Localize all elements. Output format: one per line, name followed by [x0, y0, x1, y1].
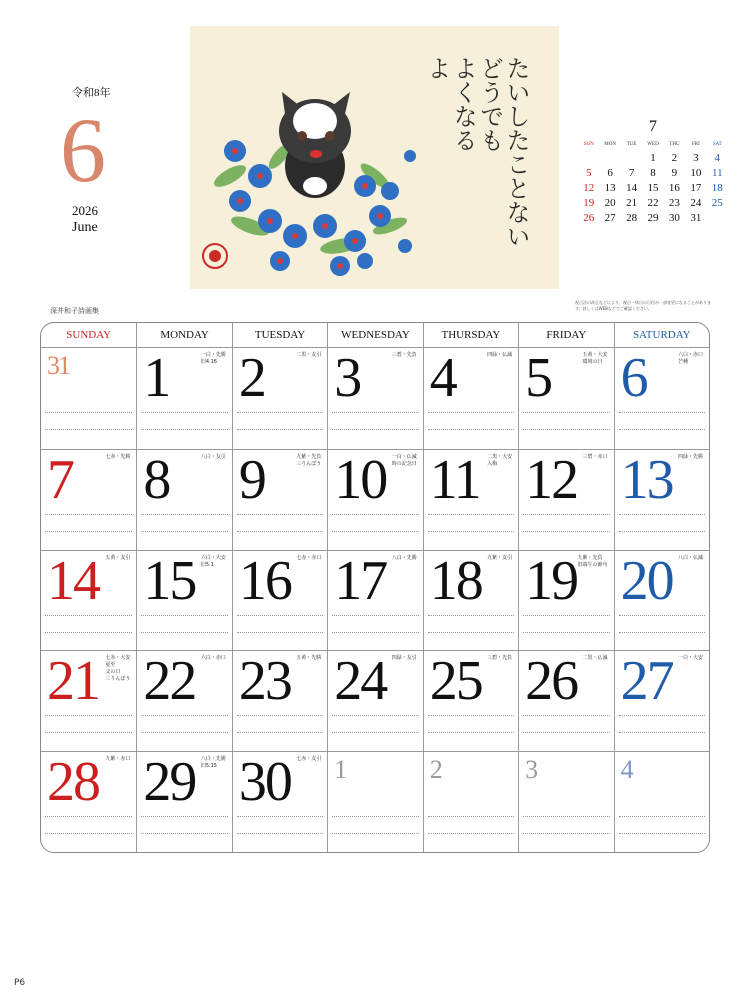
mini-day: 3 [693, 152, 699, 164]
memo-line [523, 412, 609, 413]
day-number: 9 [238, 448, 265, 511]
mini-day: 16 [668, 182, 680, 194]
day-number: 13 [620, 448, 673, 511]
day-cell[interactable] [614, 550, 709, 651]
memo-line [237, 531, 323, 532]
memo-line [237, 632, 323, 633]
day-cell[interactable] [423, 650, 518, 751]
day-number: 31 [47, 351, 69, 380]
mini-day: 12 [583, 182, 595, 194]
memo-line [45, 412, 132, 413]
day-cell[interactable] [518, 751, 613, 852]
day-number: 19 [525, 549, 578, 612]
day-annotation: 七赤・先勝 [105, 453, 131, 460]
next-month-mini-calendar [578, 118, 728, 224]
day-annotation: 八白・先勝 旧5.15 [200, 756, 226, 770]
mini-day [621, 152, 642, 164]
day-annotation: 六白・赤口 [200, 655, 226, 662]
mini-day: 26 [583, 212, 595, 224]
day-number: 17 [334, 549, 387, 612]
poem-line: たいしたことない [502, 56, 530, 248]
day-cell[interactable] [518, 348, 613, 449]
day-number: 15 [143, 549, 196, 612]
mini-weekday: WED [647, 142, 659, 147]
day-cell[interactable] [136, 348, 231, 449]
day-number: 20 [620, 549, 673, 612]
memo-line [523, 715, 609, 716]
memo-line [45, 514, 132, 515]
memo-line [428, 816, 514, 817]
day-cell[interactable] [518, 650, 613, 751]
mini-day: 15 [647, 182, 659, 194]
day-cell[interactable] [518, 550, 613, 651]
day-annotation: 八白・先勝 [391, 554, 417, 561]
day-cell[interactable] [327, 751, 422, 852]
memo-line [237, 514, 323, 515]
memo-line [45, 816, 132, 817]
mini-day: 28 [626, 212, 638, 224]
memo-line [523, 833, 609, 834]
day-cell[interactable] [423, 449, 518, 550]
day-number: 25 [429, 650, 482, 713]
memo-line [332, 615, 418, 616]
mini-day: 29 [647, 212, 659, 224]
memo-line [45, 615, 132, 616]
day-number: 11 [429, 448, 480, 511]
day-annotation: 三碧・赤口 [582, 453, 608, 460]
memo-line [428, 632, 514, 633]
day-cell[interactable] [41, 650, 136, 751]
mini-day: 25 [711, 197, 723, 209]
day-cell[interactable] [327, 550, 422, 651]
memo-line [428, 412, 514, 413]
memo-line [237, 429, 323, 430]
month-calendar [40, 322, 710, 853]
mini-weekday: SUN [583, 142, 594, 147]
memo-line [619, 412, 705, 413]
weekday-sunday: SUNDAY [66, 329, 112, 341]
day-cell[interactable] [232, 751, 327, 852]
day-annotation: 四緑・先勝 [677, 453, 703, 460]
mini-day: 4 [714, 152, 721, 164]
day-number: 29 [143, 751, 196, 814]
poem-line: よ [422, 56, 451, 80]
day-annotation: 八白・友引 [200, 453, 226, 460]
mini-calendar-title: 7 [649, 118, 657, 135]
memo-line [237, 412, 323, 413]
weekday-monday: MONDAY [136, 323, 231, 347]
memo-line [141, 531, 227, 532]
day-cell[interactable] [327, 449, 422, 550]
day-cell[interactable] [423, 751, 518, 852]
mini-day [707, 212, 728, 224]
mini-day: 27 [604, 212, 616, 224]
memo-line [619, 715, 705, 716]
mini-day: 19 [583, 197, 595, 209]
day-annotation: 七赤・大安 夏至 父の日 三りんぼう [105, 655, 131, 683]
day-annotation: 三碧・先負 [487, 655, 513, 662]
mini-day: 6 [607, 167, 613, 179]
memo-line [141, 816, 227, 817]
memo-line [45, 531, 132, 532]
day-cell[interactable] [614, 751, 709, 852]
day-annotation: 七赤・友引 [296, 756, 322, 763]
mini-day: 11 [711, 167, 723, 179]
day-number: 3 [334, 347, 361, 409]
day-number: 22 [143, 650, 196, 713]
memo-line [332, 632, 418, 633]
mini-weekday: THU [669, 142, 680, 147]
mini-day: 2 [671, 152, 678, 164]
era-year-label: 令和8年 [72, 87, 111, 99]
mini-day: 30 [668, 212, 680, 224]
memo-line [141, 429, 227, 430]
memo-line [332, 412, 418, 413]
memo-line [619, 429, 705, 430]
memo-line [619, 816, 705, 817]
day-annotation: 一白・仏滅 時の記念日 [391, 453, 417, 467]
day-annotation: 二黒・仏滅 [582, 655, 608, 662]
day-annotation: 六白・赤口 芒種 [677, 352, 703, 365]
poem-text [423, 56, 529, 248]
mini-day: 24 [690, 197, 702, 209]
memo-line [523, 615, 609, 616]
day-number: 12 [525, 448, 578, 511]
day-number: 10 [334, 448, 387, 511]
day-number: 23 [238, 650, 291, 713]
artist-credit: 深井和子詩画集 [50, 307, 99, 315]
day-number: 4 [620, 755, 632, 785]
mini-day: 8 [650, 167, 656, 179]
memo-line [237, 833, 323, 834]
day-cell[interactable] [327, 348, 422, 449]
day-annotation: 六白・大安 旧5.1 [200, 554, 226, 568]
mini-day: 17 [690, 182, 702, 194]
day-annotation: 八白・仏滅 [677, 554, 703, 561]
day-number: 16 [238, 549, 291, 612]
mini-day: 18 [711, 182, 723, 194]
memo-line [141, 715, 227, 716]
memo-line [428, 715, 514, 716]
memo-line [619, 732, 705, 733]
memo-line [619, 632, 705, 633]
calendar-grid [41, 347, 709, 852]
day-cell[interactable] [232, 449, 327, 550]
day-cell[interactable] [41, 348, 136, 449]
memo-line [332, 816, 418, 817]
memo-line [45, 833, 132, 834]
day-cell[interactable] [136, 650, 231, 751]
day-cell[interactable] [41, 550, 136, 651]
day-cell[interactable] [614, 348, 709, 449]
day-annotation: 九紫・赤口 [105, 756, 131, 763]
memo-line [141, 412, 227, 413]
day-annotation: 三碧・先負 [391, 352, 417, 358]
day-number: 8 [143, 448, 170, 511]
mini-calendar-grid [578, 142, 728, 224]
holiday-note: 祝日法の改正などにより、祝日・休日の日付が一部変更になることがあります。詳しくはWEBなどでご確認ください。 [575, 300, 711, 311]
memo-line [332, 715, 418, 716]
mini-day: 22 [647, 197, 659, 209]
mini-weekday: TUE [626, 142, 637, 147]
weekday-thursday: THURSDAY [423, 323, 518, 347]
memo-line [237, 715, 323, 716]
memo-line [45, 429, 132, 430]
poem-line: よくなる [449, 56, 478, 152]
day-annotation: 一白・先勝 旧4.16 [200, 352, 226, 365]
memo-line [332, 429, 418, 430]
memo-line [523, 429, 609, 430]
mini-day: 20 [604, 197, 616, 209]
weekday-wednesday: WEDNESDAY [327, 323, 422, 347]
memo-line [523, 514, 609, 515]
mini-day: 1 [650, 152, 656, 164]
mini-day: 14 [626, 182, 638, 194]
memo-line [141, 632, 227, 633]
day-cell[interactable] [136, 550, 231, 651]
memo-line [141, 514, 227, 515]
mini-day: 31 [690, 212, 702, 224]
day-annotation: 五黄・先勝 [296, 655, 322, 662]
memo-line [619, 514, 705, 515]
memo-line [428, 531, 514, 532]
day-cell[interactable] [136, 751, 231, 852]
memo-line [428, 615, 514, 616]
month-number: 6 [60, 99, 106, 201]
day-number: 3 [525, 755, 537, 785]
day-cell[interactable] [232, 650, 327, 751]
memo-line [523, 531, 609, 532]
mini-day: 21 [626, 197, 638, 209]
day-cell[interactable] [614, 449, 709, 550]
mini-day: 23 [668, 197, 680, 209]
day-cell[interactable] [423, 550, 518, 651]
memo-line [141, 615, 227, 616]
memo-line [237, 732, 323, 733]
memo-line [332, 514, 418, 515]
memo-line [45, 715, 132, 716]
day-cell[interactable] [41, 449, 136, 550]
day-number: 2 [429, 755, 441, 785]
mini-weekday: FRI [691, 142, 700, 147]
month-english-label: June [72, 220, 98, 235]
weekday-header [41, 323, 709, 347]
day-number: 14 [47, 549, 99, 612]
memo-line [619, 531, 705, 532]
day-cell[interactable] [518, 449, 613, 550]
day-annotation: 四緑・仏滅 [487, 352, 513, 358]
day-number: 26 [525, 650, 578, 713]
mini-day: 9 [671, 167, 678, 179]
artwork-illustration [190, 26, 559, 289]
page-number: P6 [14, 978, 26, 988]
weekday-saturday: SATURDAY [614, 323, 709, 347]
memo-line [523, 732, 609, 733]
day-number: 21 [47, 650, 99, 713]
memo-line [332, 531, 418, 532]
memo-line [523, 632, 609, 633]
mini-day: 7 [628, 167, 635, 179]
memo-line [428, 732, 514, 733]
memo-line [45, 732, 132, 733]
day-annotation: 五黄・大安 環境の日 [582, 352, 608, 365]
day-cell[interactable] [614, 650, 709, 751]
day-number: 2 [238, 347, 265, 409]
mini-day [599, 152, 620, 164]
memo-line [45, 632, 132, 633]
day-number: 7 [47, 448, 73, 511]
day-annotation: 九紫・先負 三りんぼう [296, 453, 322, 467]
day-cell[interactable] [232, 348, 327, 449]
memo-line [141, 833, 227, 834]
memo-line [428, 429, 514, 430]
day-number: 28 [47, 751, 99, 814]
day-number: 1 [143, 347, 170, 409]
day-number: 30 [238, 751, 291, 814]
weekday-tuesday: TUESDAY [232, 323, 327, 347]
mini-day: 10 [690, 167, 702, 179]
mini-day: 13 [604, 182, 616, 194]
day-number: 27 [620, 650, 673, 713]
weekday-friday: FRIDAY [518, 323, 613, 347]
mini-day: 5 [585, 167, 592, 179]
memo-line [237, 816, 323, 817]
day-annotation: 一白・大安 [677, 655, 703, 662]
day-number: 5 [525, 347, 552, 409]
memo-line [332, 732, 418, 733]
memo-line [141, 732, 227, 733]
memo-line [619, 615, 705, 616]
mini-weekday: MON [604, 142, 616, 147]
poem-line: どうでも [475, 56, 504, 152]
year-label: 2026 [72, 203, 98, 218]
day-annotation: 七赤・赤口 [296, 554, 322, 561]
day-annotation: 二黒・大安 入梅 [487, 453, 513, 467]
day-number: 4 [429, 347, 456, 409]
day-number: 24 [334, 650, 387, 713]
day-cell[interactable] [232, 550, 327, 651]
memo-line [428, 833, 514, 834]
day-cell[interactable] [327, 650, 422, 751]
memo-line [619, 833, 705, 834]
memo-line [523, 816, 609, 817]
day-cell[interactable] [136, 449, 231, 550]
memo-line [428, 514, 514, 515]
day-cell[interactable] [41, 751, 136, 852]
day-cell[interactable] [423, 348, 518, 449]
day-annotation: 五黄・友引 [105, 554, 131, 561]
day-annotation: 九紫・友引 [487, 554, 513, 561]
day-number: 6 [620, 347, 647, 409]
memo-line [332, 833, 418, 834]
day-annotation: 四緑・友引 [391, 655, 417, 662]
day-number: 18 [429, 549, 482, 612]
day-annotation: 二黒・友引 [296, 352, 322, 358]
mini-day [578, 152, 599, 164]
memo-line [237, 615, 323, 616]
day-annotation: 九紫・先負 旧端午の節句 [577, 554, 608, 568]
mini-weekday: SAT [712, 142, 722, 147]
day-number: 1 [334, 755, 346, 785]
